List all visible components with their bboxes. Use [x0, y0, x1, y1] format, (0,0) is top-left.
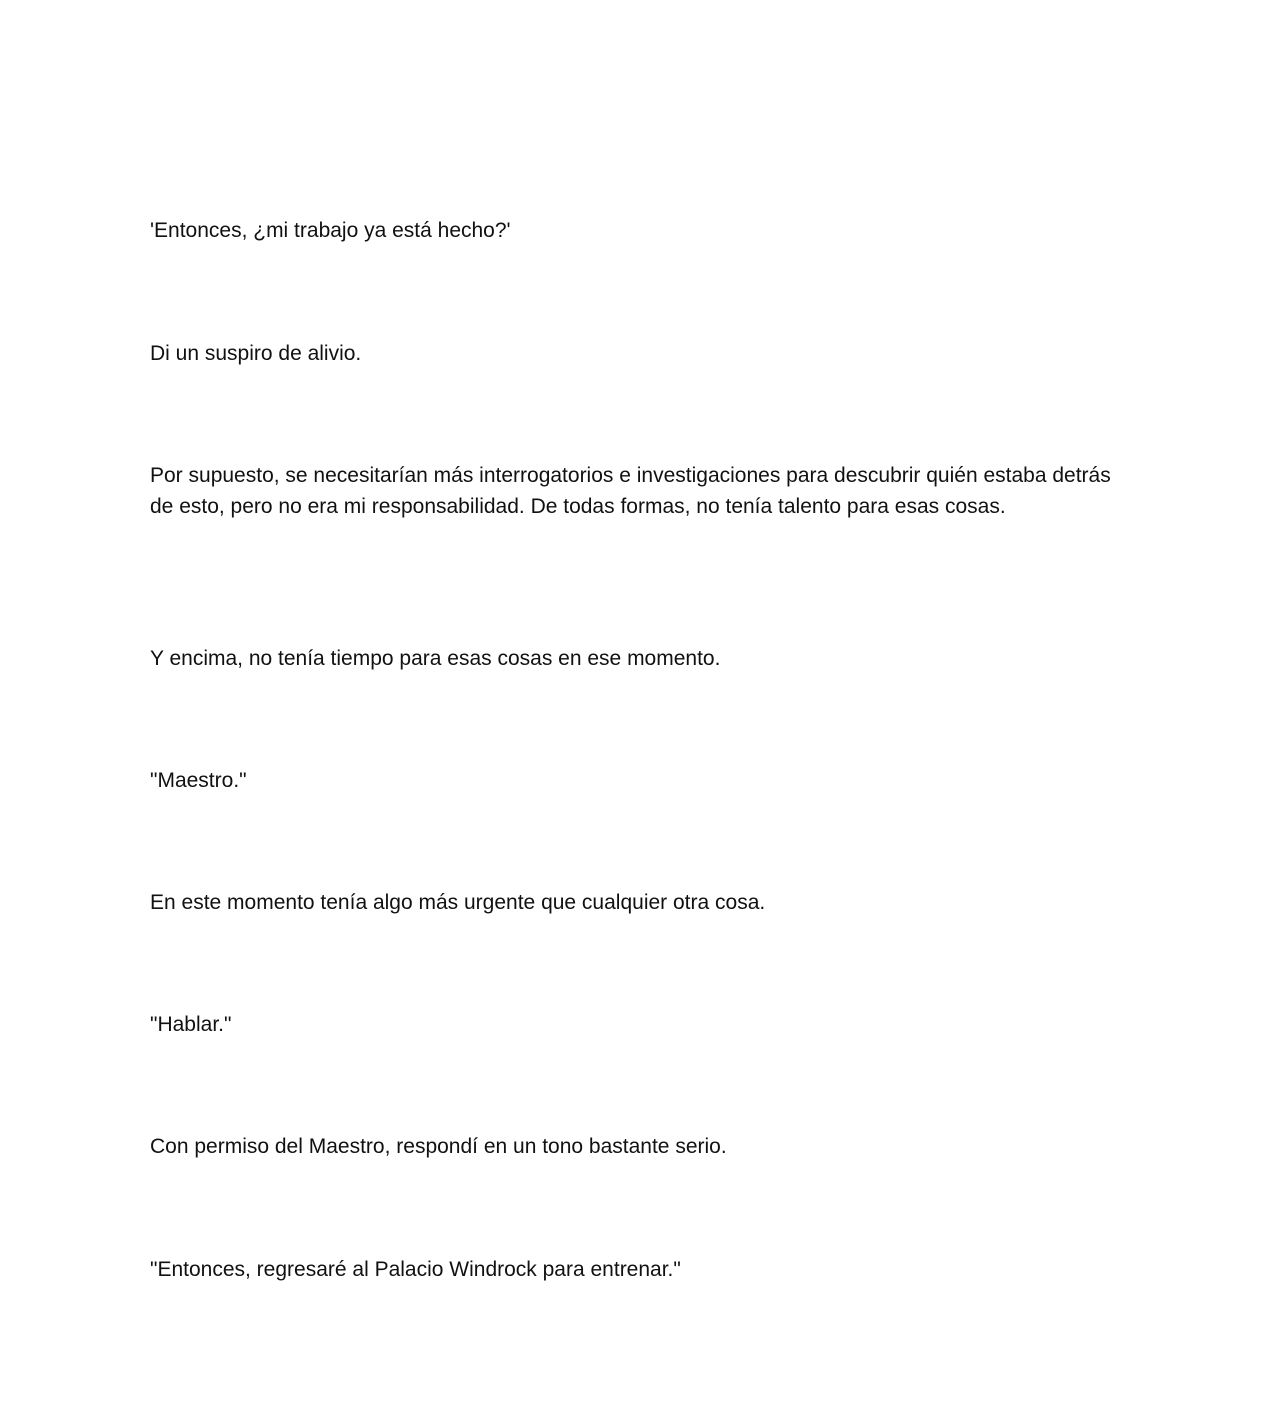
paragraph: "Maestro." — [150, 769, 247, 792]
paragraph: "Hablar." — [150, 1013, 232, 1036]
paragraph: Di un suspiro de alivio. — [150, 342, 362, 365]
paragraph: 'Entonces, ¿mi trabajo ya está hecho?' — [150, 219, 511, 242]
paragraph: Por supuesto, se necesitarían más interrogatorios e investigaciones para descubrir quién estaba detrás de esto, pero no era mi responsabilidad. De todas formas, no tenía talento para esas cosas. — [150, 464, 1111, 518]
paragraph: Con permiso del Maestro, respondí en un tono bastante serio. — [150, 1135, 727, 1158]
paragraph: Y encima, no tenía tiempo para esas cosas en ese momento. — [150, 647, 721, 670]
paragraph: En este momento tenía algo más urgente que cualquier otra cosa. — [150, 891, 766, 914]
paragraph: "Entonces, regresaré al Palacio Windrock para entrenar." — [150, 1258, 681, 1281]
